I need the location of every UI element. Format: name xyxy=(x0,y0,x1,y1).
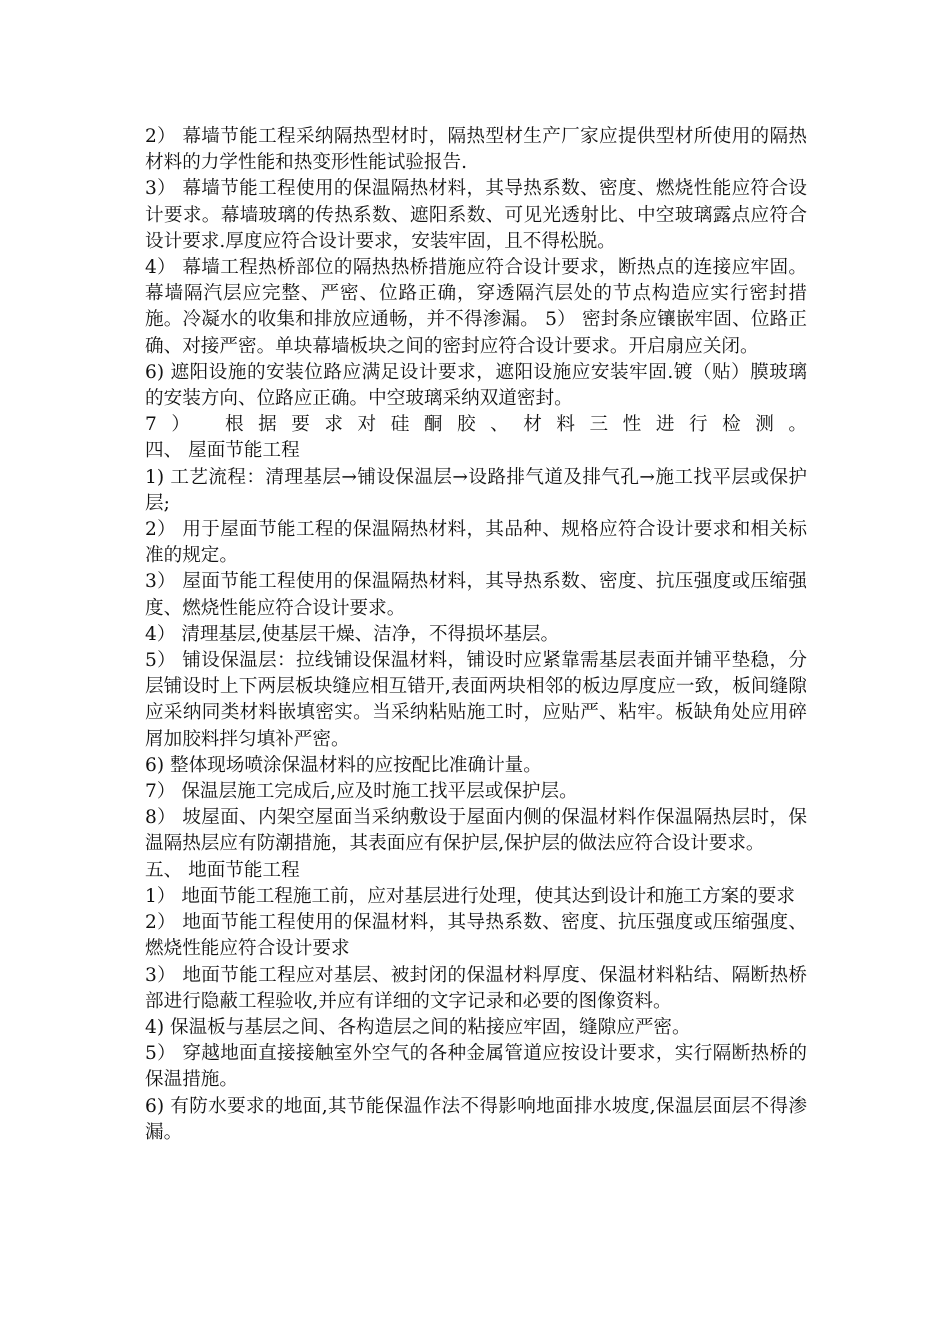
paragraph-curtain-wall-7: 7） 根据要求对硅酮胶、材料三性进行检测。 xyxy=(145,414,807,436)
paragraph-curtain-wall-6: 6) 遮阳设施的安装位路应满足设计要求，遮阳设施应安装牢固.镀（贴）膜玻璃的安装方向、位路应正确。中空玻璃采纳双道密封。 xyxy=(145,361,807,410)
paragraph-roof-5: 5） 铺设保温层：拉线铺设保温材料，铺设时应紧靠需基层表面并铺平垫稳，分层铺设时上下两层板块缝应相互错开,表面两块相邻的板边厚度应一致，板间缝隙应采纳同类材料嵌填密实。当采纳粘贴施工时，应贴严、粘牢。板缺角处应用碎屑加胶料拌匀填补严密。 xyxy=(145,650,807,750)
paragraph-roof-1: 1) 工艺流程：清理基层→铺设保温层→设路排气道及排气孔→施工找平层或保护层; xyxy=(145,466,807,514)
paragraph-curtain-wall-3: 3） 幕墙节能工程使用的保温隔热材料，其导热系数、密度、燃烧性能应符合设计要求。幕墙玻璃的传热系数、遮阳系数、可见光透射比、中空玻璃露点应符合设计要求.厚度应符合设计要求，安装牢固，且不得松脱。 xyxy=(145,178,807,252)
section-heading-floor: 五、 地面节能工程 xyxy=(145,859,300,881)
paragraph-roof-2: 2） 用于屋面节能工程的保温隔热材料，其品种、规格应符合设计要求和相关标准的规定。 xyxy=(145,519,807,567)
paragraph-floor-5: 5） 穿越地面直接接触室外空气的各种金属管道应按设计要求，实行隔断热桥的保温措施。 xyxy=(145,1043,807,1091)
section-heading-roof: 四、 屋面节能工程 xyxy=(145,440,300,462)
paragraph-roof-4: 4） 清理基层,使基层干燥、洁净，不得损坏基层。 xyxy=(145,623,560,645)
paragraph-roof-7: 7） 保温层施工完成后,应及时施工找平层或保护层。 xyxy=(145,781,578,803)
paragraph-floor-3: 3） 地面节能工程应对基层、被封闭的保温材料厚度、保温材料粘结、隔断热桥部进行隐蔽工程验收,并应有详细的文字记录和必要的图像资料。 xyxy=(145,964,807,1012)
paragraph-floor-2: 2） 地面节能工程使用的保温材料，其导热系数、密度、抗压强度或压缩强度、燃烧性能应符合设计要求 xyxy=(145,912,807,960)
paragraph-roof-8: 8） 坡屋面、内架空屋面当采纳敷设于屋面内侧的保温材料作保温隔热层时，保温隔热层应有防潮措施，其表面应有保护层,保护层的做法应符合设计要求。 xyxy=(145,807,807,855)
paragraph-floor-6: 6) 有防水要求的地面,其节能保温作法不得影响地面排水坡度,保温层面层不得渗漏。 xyxy=(145,1095,807,1143)
paragraph-roof-6: 6) 整体现场喷涂保温材料的应按配比准确计量。 xyxy=(145,754,542,776)
paragraph-curtain-wall-4-5: 4） 幕墙工程热桥部位的隔热热桥措施应符合设计要求，断热点的连接应牢固。幕墙隔汽层应完整、严密、位路正确，穿透隔汽层处的节点构造应实行密封措施。冷凝水的收集和排放应通畅，并不得渗漏。 5） 密封条应镶嵌牢固、位路正确、对接严密。单块幕墙板块之间的密封应符合设计要求。开启扇应关闭。 xyxy=(145,257,807,357)
paragraph-floor-4: 4) 保温板与基层之间、各构造层之间的粘接应牢固，缝隙应严密。 xyxy=(145,1016,691,1038)
paragraph-floor-1: 1） 地面节能工程施工前，应对基层进行处理，使其达到设计和施工方案的要求 xyxy=(145,885,795,907)
paragraph-curtain-wall-2: 2） 幕墙节能工程采纳隔热型材时，隔热型材生产厂家应提供型材所使用的隔热材料的力学性能和热变形性能试验报告. xyxy=(145,126,807,174)
document-body xyxy=(145,124,807,1146)
paragraph-roof-3: 3） 屋面节能工程使用的保温隔热材料，其导热系数、密度、抗压强度或压缩强度、燃烧性能应符合设计要求。 xyxy=(145,571,807,619)
